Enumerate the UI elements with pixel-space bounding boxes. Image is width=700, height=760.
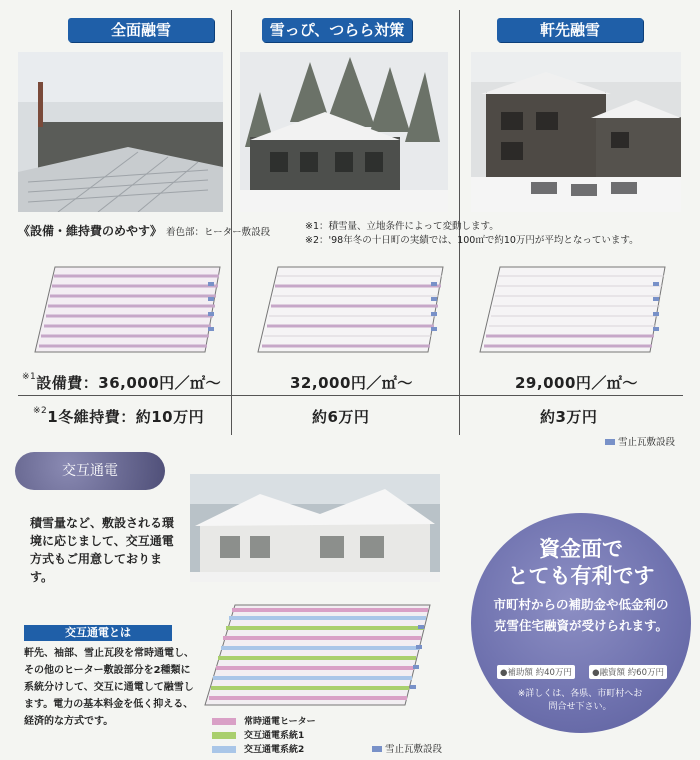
- row-divider-cost: [18, 395, 683, 396]
- what-is-alternate-title: 交互通電とは: [65, 626, 131, 639]
- roof-diagram-full: [25, 262, 225, 362]
- column-title-eave-melt: 軒先融雪: [497, 18, 643, 42]
- cost-full: [22, 372, 221, 393]
- finance-badges: [497, 665, 667, 679]
- legend-system2: [212, 742, 304, 755]
- finance-note: ※詳しくは、各県、市町村へお問合せ下さい。: [517, 689, 643, 712]
- finance-headline-1: 資金面で: [539, 537, 623, 561]
- swatch-constant: [212, 718, 236, 725]
- maint-cornice: 約6万円: [312, 408, 370, 426]
- photo-alternate-house: [190, 474, 440, 582]
- photo-full-melt-roof: [18, 52, 223, 212]
- finance-body: 市町村からの補助金や低金利の克雪住宅融資が受けられます。: [493, 597, 669, 633]
- photo-cornice-icicle-house: [240, 52, 448, 212]
- what-is-alternate-body: 軒先、袖部、雪止瓦段を常時通電し、その他のヒーター敷設部分を2種類に系統分けして、交互に通電して融雪します。電力の基本料金を低く抑える、経済的な方式です。: [24, 648, 194, 727]
- column-title-full-melt: 全面融雪: [68, 18, 214, 42]
- swatch-system1: [212, 732, 236, 739]
- maint-eave: 約3万円: [540, 408, 598, 426]
- legend-constant-label: 常時通電ヒーター: [244, 717, 316, 727]
- legend-snowstop-bottom: [372, 741, 442, 755]
- alternate-intro: 積雪量など、敷設される環境に応じまして、交互通電方式もご用意しております。: [30, 516, 175, 584]
- legend-snowstop-bottom-label: 雪止瓦敷設段: [385, 744, 443, 755]
- column-title-cornice-icicle: 雪っぴ、つらら対策: [262, 18, 412, 42]
- roof-diagram-alternate: [195, 600, 445, 710]
- legend-system2-label: 交互通電系統2: [244, 745, 305, 755]
- maint-full: [33, 406, 204, 427]
- finance-badge-subsidy: ●補助額 約40万円: [497, 665, 575, 679]
- legend-snowstop-top: [605, 434, 675, 448]
- footnote-2: ※2：'98年冬の十日町の実績では、100㎡で約10万円が平均となっています。: [305, 235, 639, 246]
- cost-eave: 29,000円／㎡〜: [515, 374, 638, 392]
- cost-full-value: 設備費：36,000円／㎡〜: [36, 374, 222, 392]
- estimate-heading-text: 《設備・維持費のめやす》: [18, 224, 163, 238]
- maint-full-value: 1冬維持費：約10万円: [47, 408, 205, 426]
- alternate-title-badge: [15, 452, 165, 490]
- snowstop-marker-icon: [372, 746, 382, 752]
- alternate-title-text: 交互通電: [62, 463, 118, 479]
- cost-full-note: ※1: [22, 372, 37, 382]
- swatch-system2: [212, 746, 236, 753]
- snowstop-marker-icon: [605, 439, 615, 445]
- legend-constant: [212, 714, 316, 727]
- legend-system1-label: 交互通電系統1: [244, 731, 305, 741]
- cost-cornice: 32,000円／㎡〜: [290, 374, 413, 392]
- finance-headline-2: とても有利です: [507, 564, 655, 588]
- roof-diagram-eave: [470, 262, 670, 362]
- roof-diagram-cornice: [248, 262, 448, 362]
- maint-full-note: ※2: [33, 406, 48, 416]
- footnote-1: ※1：積雪量、立地条件によって変動します。: [305, 221, 499, 232]
- what-is-alternate-header: [24, 625, 172, 641]
- legend-snowstop-top-label: 雪止瓦敷設段: [618, 437, 676, 448]
- finance-badge-loan: ●融資額 約60万円: [589, 665, 667, 679]
- estimate-heading: [18, 222, 270, 239]
- estimate-subheading: 着色部：ヒーター敷設段: [166, 227, 271, 238]
- photo-eave-melt-houses: [471, 52, 681, 212]
- legend-system1: [212, 728, 304, 741]
